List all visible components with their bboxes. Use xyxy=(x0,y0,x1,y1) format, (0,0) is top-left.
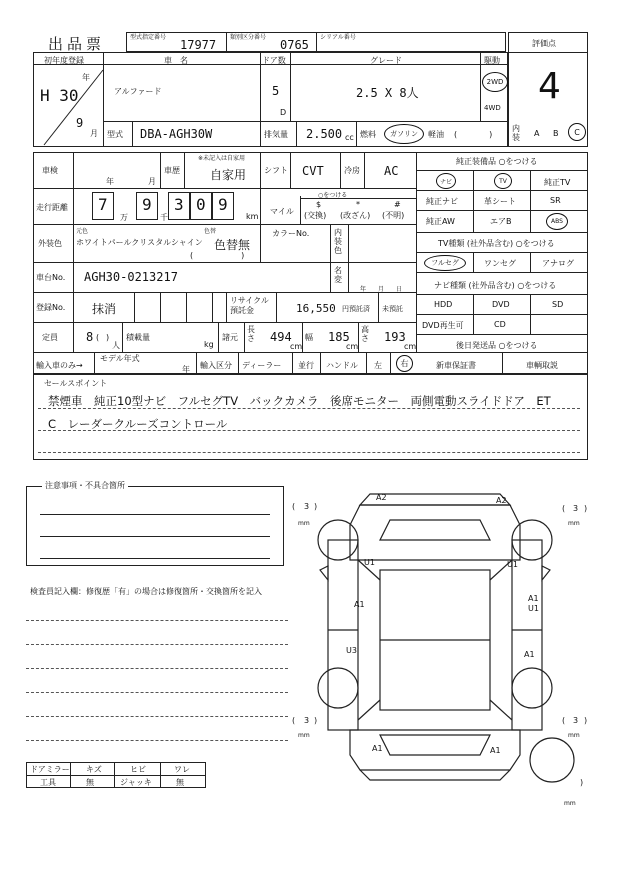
shift-label: シフト xyxy=(264,166,288,175)
displacement-label: 排気量 xyxy=(264,130,288,139)
recycle-amount: 16,550 xyxy=(296,302,336,315)
later-manual: 車輌取説 xyxy=(526,361,558,370)
chassis-no: AGH30-0213217 xyxy=(84,270,178,284)
parallel-import: 並行 xyxy=(298,361,314,370)
page-title: 出品票 xyxy=(48,35,106,53)
mileage-digit: 0 xyxy=(196,195,206,214)
color-change: 色替無 xyxy=(214,238,251,252)
name-change-date: 年 月 日 xyxy=(360,286,403,293)
equip-title: 純正装備品 ○をつける xyxy=(456,157,538,166)
equip-abs-circled: ABS xyxy=(546,213,568,230)
import-type-label: 輸入区分 xyxy=(200,361,232,370)
serial-label: シリアル番号 xyxy=(320,34,356,41)
shaken-month: 月 xyxy=(148,177,156,186)
recycle-not-deposited: 未預託 xyxy=(382,305,403,313)
load-unit: kg xyxy=(204,340,214,349)
handle-label: ハンドル xyxy=(326,361,358,370)
tire-depth-rr: 3 xyxy=(573,716,579,725)
legend-break: ワレ xyxy=(174,765,190,774)
model-year-unit: 年 xyxy=(182,365,190,374)
score-value: 4 xyxy=(538,66,561,107)
recycle-deposited: 円預託済 xyxy=(342,305,370,313)
first-reg-year: H 30 xyxy=(40,86,79,105)
model: DBA-AGH30W xyxy=(140,127,213,141)
tire-mm: mm xyxy=(298,732,310,739)
mile-tampered: (改ざん) xyxy=(340,211,371,220)
caution-label: 注意事項・不具合箇所 xyxy=(42,480,128,491)
car-name-label: 車 名 xyxy=(164,56,188,65)
color-label: 外装色 xyxy=(38,239,62,248)
class-no: 0765 xyxy=(280,38,309,52)
car-name: アルファード xyxy=(114,87,162,96)
damage-u1-right-door: U1 xyxy=(528,604,539,613)
handle-left: 左 xyxy=(374,361,382,370)
fuel-gasoline-circled: ガソリン xyxy=(384,124,424,144)
color-change-label: 色替 xyxy=(204,228,217,235)
color: ホワイトパールクリスタルシャイン xyxy=(76,238,203,247)
doors-label: ドア数 xyxy=(262,56,286,65)
history-label: 車歴 xyxy=(164,166,180,175)
year-unit: 年 xyxy=(82,73,90,82)
grade: 2.5 X 8人 xyxy=(356,86,419,100)
import-label: 輸入車のみ→ xyxy=(36,361,83,370)
damage-a1-right-rear: A1 xyxy=(524,650,535,659)
caution-box xyxy=(26,486,284,566)
interior-a: A xyxy=(534,129,540,138)
length-unit: cm xyxy=(290,342,303,351)
tire-depth-fl: 3 xyxy=(304,502,310,511)
mile-exchange: (交換) xyxy=(304,211,327,220)
legend-jack-value: 無 xyxy=(176,778,184,787)
model-no-label: 型式指定番号 xyxy=(130,34,167,41)
tv-fullseg-circled: フルセグ xyxy=(424,255,466,271)
equip-genuine-tv: 純正TV xyxy=(544,178,571,187)
mileage-digit: 9 xyxy=(142,195,152,214)
width: 185 xyxy=(328,330,350,344)
length-label: 長さ xyxy=(247,325,255,343)
tv-analog: アナログ xyxy=(542,259,574,268)
model-label: 型式 xyxy=(107,130,123,139)
history-note: ※未記入は自家用 xyxy=(198,155,246,162)
grade-label: グレード xyxy=(370,56,402,65)
navi-dvd-play: DVD再生可 xyxy=(422,321,464,330)
orig-color-label: 元色 xyxy=(76,228,89,235)
sales-point-line2: C レーダークルーズコントロール xyxy=(48,417,228,431)
equip-genuine-aw: 純正AW xyxy=(426,217,455,226)
dealer: ディーラー xyxy=(242,361,282,370)
tire-mm: mm xyxy=(564,800,576,807)
navi-dvd: DVD xyxy=(492,300,510,309)
damage-u3-left: U3 xyxy=(346,646,357,655)
class-no-label: 類別区分番号 xyxy=(230,34,267,41)
inspector-label: 検査員記入欄：修復歴「有」の場合は修復箇所・交換箇所を記入 xyxy=(30,587,262,596)
damage-a1-left: A1 xyxy=(354,600,365,609)
cc-unit: cc xyxy=(345,133,354,142)
drive-2wd-circled: 2WD xyxy=(482,72,508,92)
navi-hdd: HDD xyxy=(434,300,453,309)
tv-oneseg: ワンセグ xyxy=(484,259,516,268)
mile-unknown: (不明) xyxy=(382,211,405,220)
history: 自家用 xyxy=(210,168,247,182)
load-label: 積載量 xyxy=(126,333,150,342)
color-no-label: カラーNo. xyxy=(272,229,310,238)
width-label: 幅 xyxy=(305,333,313,342)
fuel-other: ( ) xyxy=(454,130,493,139)
capacity-label: 定員 xyxy=(42,333,58,342)
month-unit: 月 xyxy=(90,129,98,138)
interior-b: B xyxy=(553,129,559,138)
score-label: 評価点 xyxy=(532,39,556,48)
tv-type-title: TV種類 (社外品含む) ○をつける xyxy=(438,239,555,248)
mileage-digit: 7 xyxy=(98,195,108,214)
legend-tool-value: 無 xyxy=(86,778,94,787)
interior-color-label: 内装色 xyxy=(334,228,342,255)
tire-mm: mm xyxy=(568,520,580,527)
mile-circle-note: ○をつける xyxy=(318,192,348,199)
drive-4wd: 4WD xyxy=(484,104,501,112)
reg-label: 登録No. xyxy=(36,303,66,312)
mileage-label: 走行距離 xyxy=(36,203,68,212)
damage-u1-left: U1 xyxy=(364,558,375,567)
damage-a1-rear-right: A1 xyxy=(490,746,501,755)
doors-suffix: D xyxy=(280,108,287,117)
first-reg-month: 9 xyxy=(76,116,84,130)
navi-sd: SD xyxy=(552,300,564,309)
chassis-label: 車台No. xyxy=(36,273,66,282)
equip-tv-circled: TV xyxy=(494,173,512,189)
diesel-label: 軽油 xyxy=(428,130,444,139)
mile-exchange-mark: $ xyxy=(316,200,322,209)
sen-unit: 千 xyxy=(160,213,168,222)
ac-label: 冷房 xyxy=(344,166,360,175)
damage-a2-front-left: A2 xyxy=(376,493,387,502)
color-change-detail: ( ) xyxy=(190,251,245,260)
legend-scratch: キズ xyxy=(86,765,102,774)
km-unit: km xyxy=(246,212,259,221)
tire-depth-fr: 3 xyxy=(573,504,579,513)
legend-jack: ジャッキ xyxy=(120,778,152,787)
height: 193 xyxy=(384,330,406,344)
name-change-label: 名変 xyxy=(334,266,342,284)
first-reg-label: 初年度登録 xyxy=(44,56,84,65)
sales-point-label: セールスポイント xyxy=(44,379,108,388)
tire-mm: mm xyxy=(298,520,310,527)
length: 494 xyxy=(270,330,292,344)
shaken-year: 年 xyxy=(106,177,114,186)
man-unit: 万 xyxy=(120,213,128,222)
legend-mirror: ドアミラー xyxy=(30,765,70,774)
tire-mm: mm xyxy=(568,732,580,739)
capacity: 8 xyxy=(86,330,94,344)
shaken-label: 車検 xyxy=(42,166,58,175)
model-no: 17977 xyxy=(180,38,217,52)
equip-leather: 革シート xyxy=(484,197,516,206)
damage-a2-front-right: A2 xyxy=(496,496,507,505)
equip-navi-circled: ナビ xyxy=(436,173,456,189)
mile-label: マイル xyxy=(270,207,294,216)
fuel-label: 燃料 xyxy=(360,130,376,139)
equip-genuine-navi: 純正ナビ xyxy=(426,197,458,206)
mile-tampered-mark: * xyxy=(356,200,360,209)
shift: CVT xyxy=(302,164,324,178)
model-year-label: モデル年式 xyxy=(100,354,140,363)
mileage-digit: 3 xyxy=(174,195,184,214)
interior-c-circled: C xyxy=(568,123,586,141)
mile-unknown-mark: # xyxy=(394,200,401,209)
interior-label: 内装 xyxy=(512,124,520,142)
mileage-digit: 9 xyxy=(218,195,228,214)
recycle-label: リサイクル預託金 xyxy=(230,296,269,315)
ac: AC xyxy=(384,164,399,178)
legend-crack: ヒビ xyxy=(130,765,146,774)
width-unit: cm xyxy=(346,342,359,351)
handle-right-circled: 右 xyxy=(396,355,413,372)
equip-airbag: エアB xyxy=(490,217,512,226)
tire-depth-rl: 3 xyxy=(304,716,310,725)
drive-label: 駆動 xyxy=(484,56,500,65)
sales-point-line1: 禁煙車 純正10型ナビ フルセグTV バックカメラ 後席モニター 両側電動スライドドア ET xyxy=(48,394,551,408)
height-label: 高さ xyxy=(361,325,369,343)
displacement: 2.500 xyxy=(306,127,343,141)
navi-cd: CD xyxy=(494,320,506,329)
dims-label: 諸元 xyxy=(222,333,238,342)
later-ship-title: 後日発送品 ○をつける xyxy=(456,341,538,350)
damage-a1-right: A1 xyxy=(528,594,539,603)
legend-tool: 工具 xyxy=(40,778,56,787)
navi-type-title: ナビ種類 (社外品含む) ○をつける xyxy=(434,281,557,290)
reg-status: 抹消 xyxy=(92,302,117,316)
car-diagram xyxy=(290,480,590,810)
later-warranty: 新車保証書 xyxy=(436,361,476,370)
capacity-unit: 人 xyxy=(112,341,120,350)
damage-u1-right: U1 xyxy=(507,560,518,569)
equip-sr: SR xyxy=(550,196,561,205)
damage-a1-rear-left: A1 xyxy=(372,744,383,753)
doors: 5 xyxy=(272,84,280,98)
height-unit: cm xyxy=(404,342,417,351)
